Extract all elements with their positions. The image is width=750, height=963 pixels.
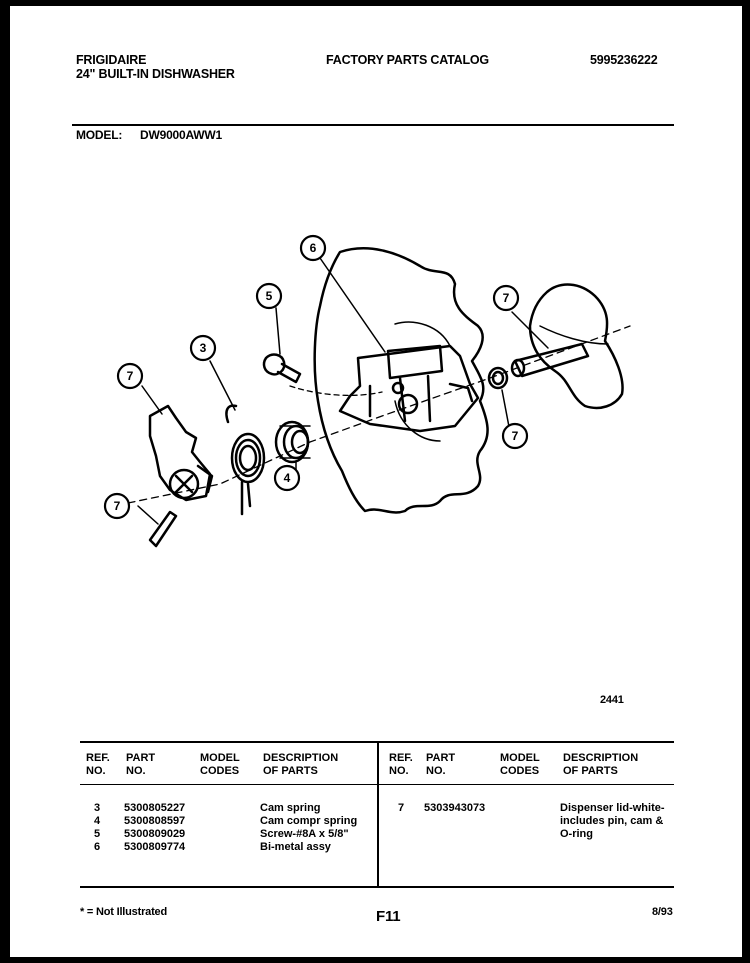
exploded-parts-diagram bbox=[10, 6, 742, 726]
header-ref-right: REF. NO. bbox=[389, 752, 413, 777]
brand-name: FRIGIDAIRE bbox=[76, 53, 147, 67]
row-part: 5300809029 bbox=[124, 828, 186, 840]
not-illustrated-note: * = Not Illustrated bbox=[80, 906, 167, 918]
table-bottom-rule bbox=[80, 886, 674, 888]
row-ref: 4 bbox=[94, 815, 101, 827]
catalog-title: FACTORY PARTS CATALOG bbox=[326, 53, 489, 67]
catalog-date: 8/93 bbox=[652, 906, 673, 918]
row-ref: 7 bbox=[398, 802, 405, 814]
catalog-number: 5995236222 bbox=[590, 53, 658, 67]
row-desc: Cam compr spring bbox=[260, 815, 358, 827]
row-part: 5303943073 bbox=[424, 802, 486, 814]
table-column-divider bbox=[377, 743, 379, 886]
header-model-left: MODEL CODES bbox=[200, 752, 240, 777]
product-name: 24" BUILT-IN DISHWASHER bbox=[76, 67, 235, 81]
row-ref: 5 bbox=[94, 828, 101, 840]
row-desc: Dispenser lid-white-includes pin, cam & O-ring bbox=[560, 802, 665, 840]
callout-label-4: 4 bbox=[283, 471, 291, 485]
row-desc: Bi-metal assy bbox=[260, 841, 331, 853]
callout-label-3: 3 bbox=[199, 341, 207, 355]
header-desc-left: DESCRIPTION OF PARTS bbox=[263, 752, 339, 777]
row-ref: 3 bbox=[94, 802, 101, 814]
row-part: 5300809774 bbox=[124, 841, 186, 853]
header-desc-right: DESCRIPTION OF PARTS bbox=[563, 752, 639, 777]
callout-label-7-right-top: 7 bbox=[502, 291, 510, 305]
header-ref-left: REF. NO. bbox=[86, 752, 110, 777]
header-part-left: PART NO. bbox=[126, 752, 156, 777]
row-ref: 6 bbox=[94, 841, 101, 853]
row-part: 5300805227 bbox=[124, 802, 186, 814]
callout-label-7-left-bottom: 7 bbox=[113, 499, 121, 513]
row-desc: Cam spring bbox=[260, 802, 321, 814]
catalog-sheet bbox=[10, 6, 742, 957]
figure-number: 2441 bbox=[600, 694, 624, 706]
page-code: F11 bbox=[376, 908, 401, 925]
callout-label-5: 5 bbox=[265, 289, 273, 303]
callout-label-6: 6 bbox=[309, 241, 317, 255]
callout-label-7-right-bottom: 7 bbox=[511, 429, 519, 443]
row-part: 5300808597 bbox=[124, 815, 186, 827]
callout-label-7-left-top: 7 bbox=[126, 369, 134, 383]
model-value: DW9000AWW1 bbox=[140, 128, 223, 142]
model-label: MODEL: bbox=[76, 128, 123, 142]
header-model-right: MODEL CODES bbox=[500, 752, 540, 777]
header-part-right: PART NO. bbox=[426, 752, 456, 777]
table-header-rule bbox=[80, 784, 674, 785]
row-desc: Screw-#8A x 5/8" bbox=[260, 828, 349, 840]
